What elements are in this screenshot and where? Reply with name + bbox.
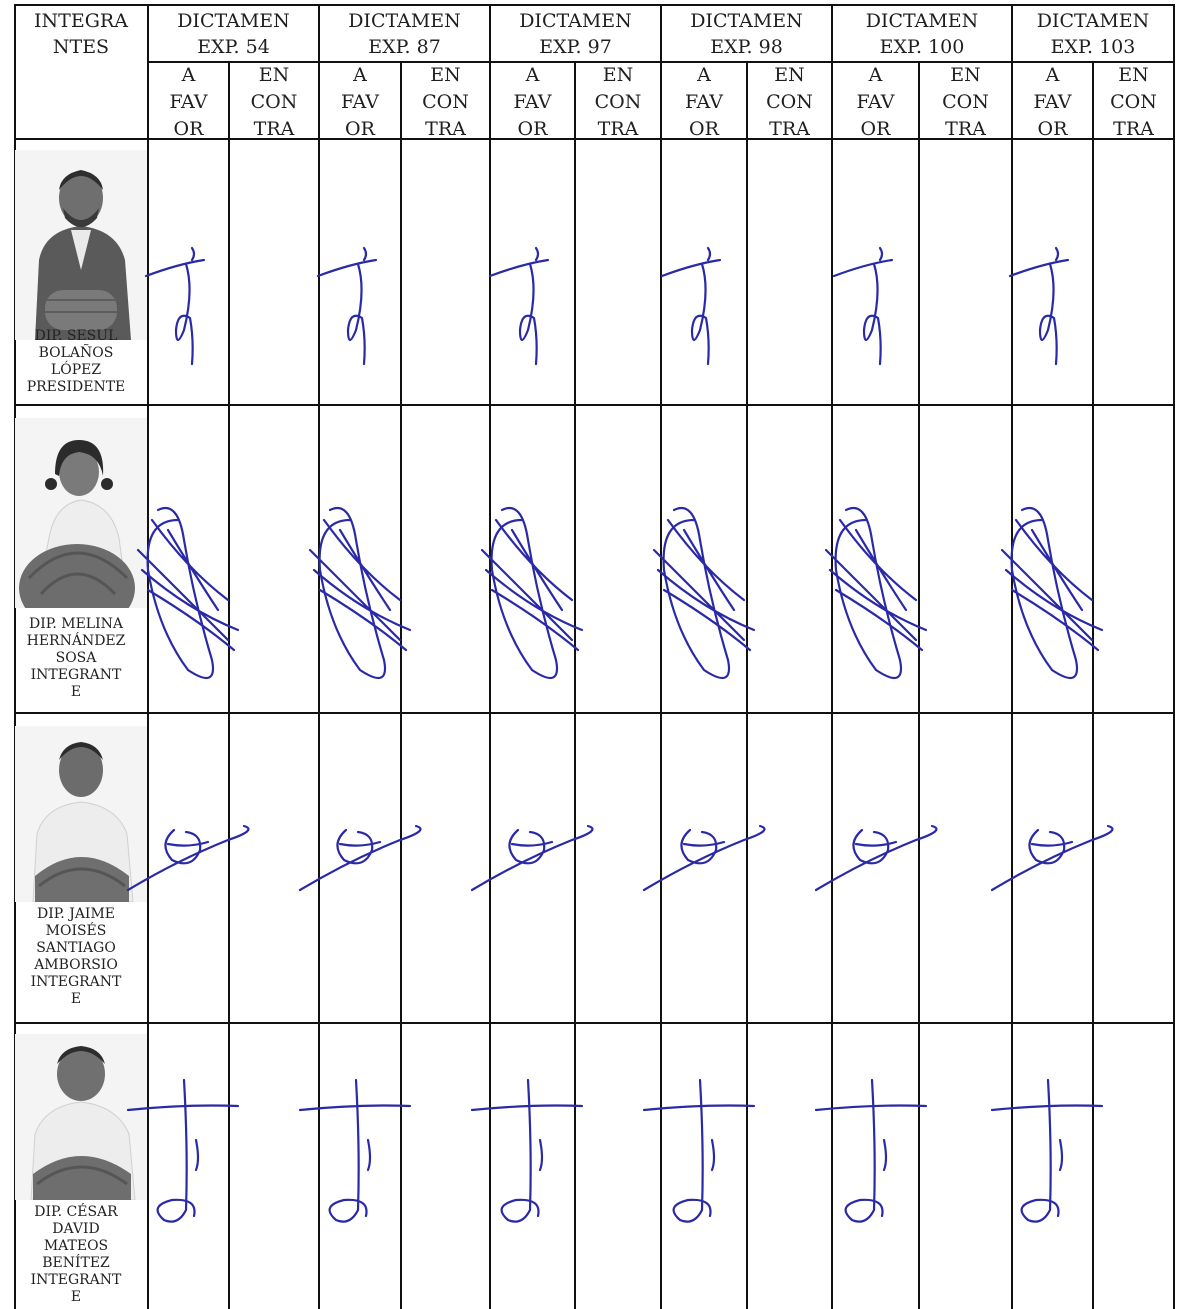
signature-row-2-exp-4 bbox=[654, 508, 754, 678]
dictamen-title: DICTAMEN bbox=[348, 10, 461, 32]
rule-col-9 bbox=[831, 4, 833, 1309]
a-favor-header: A FAV OR bbox=[169, 64, 208, 140]
a-favor-header: A FAV OR bbox=[1033, 64, 1072, 140]
dictamen-header-exp-103 bbox=[1012, 8, 1174, 60]
rule-col-12 bbox=[1092, 61, 1094, 1309]
rule-col-7 bbox=[660, 4, 662, 1309]
dictamen-exp: EXP. 98 bbox=[710, 36, 783, 58]
a-favor-header: A FAV OR bbox=[513, 64, 552, 140]
dictamen-exp: EXP. 100 bbox=[879, 36, 965, 58]
signature-row-4-exp-6 bbox=[992, 1080, 1102, 1222]
rule-row-3 bbox=[14, 1022, 1174, 1024]
integrantes-header-line-2: NTES bbox=[52, 36, 110, 58]
dictamen-title: DICTAMEN bbox=[865, 10, 979, 32]
signature-row-1-exp-3 bbox=[490, 248, 548, 364]
dictamen-header-exp-54 bbox=[148, 8, 319, 60]
rule-row-2 bbox=[14, 712, 1174, 714]
dictamen-header-exp-87 bbox=[319, 8, 490, 60]
dictamen-title: DICTAMEN bbox=[519, 10, 632, 32]
signature-row-1-exp-6 bbox=[1010, 248, 1068, 364]
signature-row-1-exp-2 bbox=[318, 248, 376, 364]
signature-row-2-exp-1 bbox=[138, 508, 238, 678]
signature-row-1-exp-1 bbox=[146, 248, 204, 364]
dictamen-exp: EXP. 87 bbox=[368, 36, 441, 58]
en-contra-header: EN CON TRA bbox=[942, 64, 989, 140]
signature-row-1-exp-5 bbox=[834, 248, 892, 364]
en-contra-header: EN CON TRA bbox=[766, 64, 813, 140]
signature-row-2-exp-6 bbox=[1002, 508, 1102, 678]
member-photo-sesul-bolanos bbox=[15, 150, 147, 340]
rule-col-4 bbox=[400, 61, 402, 1309]
rule-col-2 bbox=[228, 61, 230, 1309]
signature-row-2-exp-2 bbox=[310, 508, 410, 678]
rule-col-6 bbox=[574, 61, 576, 1309]
en-contra-header: EN CON TRA bbox=[422, 64, 469, 140]
a-favor-header: A FAV OR bbox=[340, 64, 380, 140]
dictamen-title: DICTAMEN bbox=[1036, 10, 1150, 32]
member-photo-melina-hernandez bbox=[15, 418, 147, 608]
rule-col-10 bbox=[918, 61, 920, 1309]
member-caption-1: DIP. SESUL BOLAÑOS LÓPEZ PRESIDENTE bbox=[26, 328, 126, 395]
dictamen-header-exp-100 bbox=[832, 8, 1012, 60]
dictamen-title: DICTAMEN bbox=[177, 10, 290, 32]
dictamen-exp: EXP. 54 bbox=[197, 36, 270, 58]
dictamen-header-exp-97 bbox=[490, 8, 661, 60]
rule-col-8 bbox=[746, 61, 748, 1309]
en-contra-header: EN CON TRA bbox=[250, 64, 298, 140]
member-caption-2: DIP. MELINA HERNÁNDEZ SOSA INTEGRANT E bbox=[26, 616, 126, 700]
integrantes-header-line-1: INTEGRA bbox=[34, 10, 128, 32]
member-caption-4: DIP. CÉSAR DAVID MATEOS BENÍTEZ INTEGRANT E bbox=[30, 1204, 122, 1305]
dictamen-exp: EXP. 97 bbox=[539, 36, 612, 58]
en-contra-header: EN CON TRA bbox=[1110, 64, 1157, 140]
member-photo-jaime-santiago bbox=[15, 726, 147, 902]
rule-row-1 bbox=[14, 404, 1174, 406]
en-contra-header: EN CON TRA bbox=[594, 64, 642, 140]
signature-row-2-exp-5 bbox=[826, 508, 926, 678]
signature-row-4-exp-2 bbox=[300, 1080, 410, 1222]
member-caption-3: DIP. JAIME MOISÉS SANTIAGO AMBORSIO INTEGRANT E bbox=[30, 906, 122, 1007]
signature-row-1-exp-4 bbox=[662, 248, 720, 364]
a-favor-header: A FAV OR bbox=[856, 64, 895, 140]
member-photo-cesar-mateos bbox=[15, 1034, 147, 1200]
rule-right bbox=[1173, 4, 1175, 1309]
rule-col-3 bbox=[318, 4, 320, 1309]
rule-top bbox=[14, 4, 1174, 6]
rule-col-11 bbox=[1011, 4, 1013, 1309]
rule-col-1 bbox=[147, 4, 149, 1309]
signature-row-2-exp-3 bbox=[482, 508, 582, 678]
integrantes-header bbox=[14, 8, 148, 60]
dictamen-title: DICTAMEN bbox=[690, 10, 803, 32]
dictamen-header-exp-98 bbox=[661, 8, 832, 60]
a-favor-header: A FAV OR bbox=[684, 64, 724, 140]
rule-col-5 bbox=[489, 4, 491, 1309]
dictamen-exp: EXP. 103 bbox=[1050, 36, 1136, 58]
